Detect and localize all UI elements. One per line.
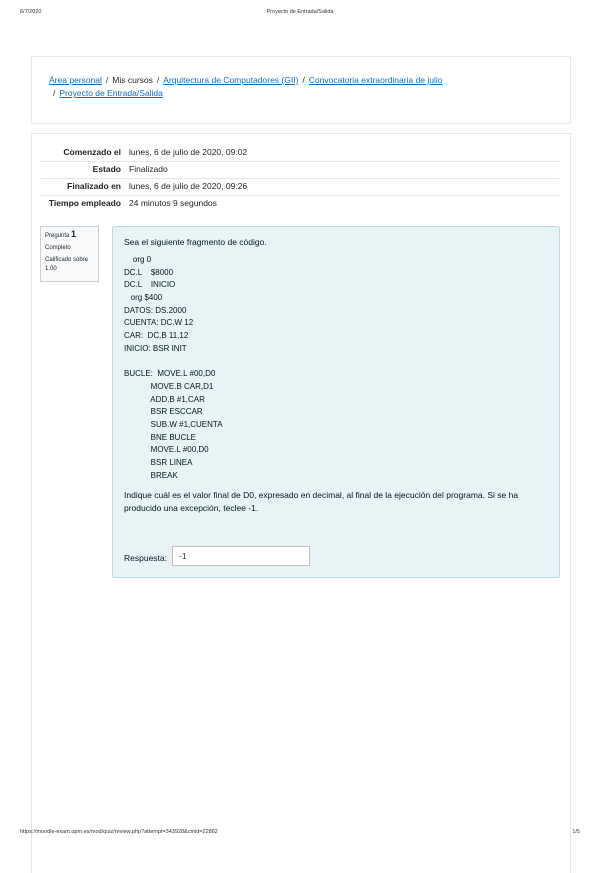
question-state: Completo: [45, 245, 71, 251]
summary-label: Finalizado en: [67, 181, 121, 191]
print-header: [0, 9, 600, 21]
answer-input[interactable]: -1: [172, 546, 310, 566]
code-line: BSR ESCCAR: [124, 407, 203, 417]
summary-value: lunes, 6 de julio de 2020, 09:02: [129, 147, 248, 157]
code-line: [124, 356, 223, 369]
breadcrumb-card: [31, 56, 571, 124]
code-line: MOVE.L #00,D0: [124, 445, 209, 455]
breadcrumb: [49, 74, 549, 100]
summary-value: 24 minutos 9 segundos: [129, 198, 217, 208]
breadcrumb-convocatoria[interactable]: Convocatoria extraordinaria de julio: [308, 75, 443, 85]
summary-value: lunes, 6 de julio de 2020, 09:26: [129, 181, 248, 191]
code-line: DATOS: DS.2000: [124, 305, 187, 315]
question-label: Pregunta: [45, 233, 70, 239]
code-line: DC.L $8000: [124, 267, 174, 277]
summary-row-finished: [41, 179, 559, 196]
summary-label: Tiempo empleado: [48, 198, 121, 208]
answer-label: Respuesta:: [124, 553, 167, 563]
summary-row-state: [41, 162, 559, 179]
code-line: INICIO: BSR INIT: [124, 343, 187, 353]
code-line: BNE BUCLE: [124, 432, 197, 442]
code-line: org $400: [124, 293, 163, 303]
print-url: https://moodle-exam.upm.es/mod/quiz/review.php?attempt=343928&cmid=22862: [20, 829, 218, 835]
question-number: 1: [71, 229, 77, 239]
code-line: BREAK: [124, 470, 178, 480]
breadcrumb-mis-cursos: Mis cursos: [112, 75, 153, 85]
code-line: CUENTA: DC.W 12: [124, 318, 194, 328]
summary-row-time-taken: [41, 196, 559, 212]
breadcrumb-quiz[interactable]: Proyecto de Entrada/Salida: [59, 88, 163, 98]
code-line: SUB.W #1,CUENTA: [124, 419, 223, 429]
breadcrumb-separator: /: [302, 75, 305, 85]
breadcrumb-separator: /: [105, 75, 109, 85]
print-page-number: 1/5: [572, 829, 580, 835]
breadcrumb-separator: /: [53, 88, 56, 98]
code-line: CAR: DC.B 11,12: [124, 331, 189, 341]
print-title: Proyecto de Entrada/Salida: [266, 9, 334, 15]
code-line: MOVE.B CAR,D1: [124, 381, 214, 391]
code-block: [124, 254, 223, 482]
code-line: BSR LINEA: [124, 458, 193, 467]
question-intro: Sea el siguiente fragmento de código.: [124, 237, 267, 247]
code-line: DC.L INICIO: [124, 280, 176, 290]
question-info-box: [40, 226, 99, 282]
code-line: org 0: [124, 255, 152, 264]
summary-value: Finalizado: [129, 164, 168, 174]
breadcrumb-area-personal[interactable]: Área personal: [49, 75, 102, 85]
summary-row-started: [41, 145, 559, 162]
question-grade: Calificado sobre 1.00: [45, 257, 89, 272]
code-line: BUCLE: MOVE.L #00,D0: [124, 369, 216, 379]
breadcrumb-separator: /: [156, 75, 160, 85]
breadcrumb-course[interactable]: Arquitectura de Computadores (GII): [163, 75, 299, 85]
print-date: 6/7/2020: [20, 9, 42, 15]
attempt-summary-table: [41, 145, 559, 212]
question-content: [112, 226, 560, 578]
question-prompt: Indique cuál es el valor final de D0, expresado en decimal, al final de la ejecución del programa. Si se ha producido una excepción, teclee -1.: [124, 490, 519, 513]
code-line: ADD.B #1,CAR: [124, 394, 205, 404]
summary-label: Estado: [92, 164, 121, 174]
summary-label: Comenzado el: [63, 147, 121, 157]
